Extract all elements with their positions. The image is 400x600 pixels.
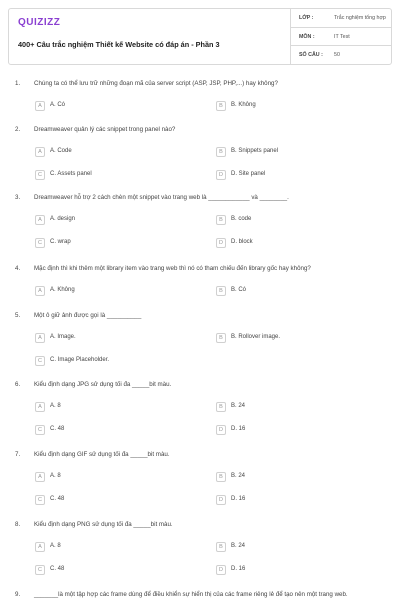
- option-letter-box[interactable]: C: [35, 565, 45, 575]
- option-text: B. Không: [231, 102, 256, 108]
- question-number: 8.: [15, 521, 21, 528]
- question-number: 5.: [15, 312, 21, 319]
- question-number: 6.: [15, 381, 21, 388]
- option-letter-box[interactable]: B: [216, 215, 226, 225]
- question-number: 4.: [15, 265, 21, 272]
- question-text: Kiểu định dạng GIF sử dụng tối đa _____bit màu.: [34, 451, 170, 458]
- option-letter-box[interactable]: C: [35, 170, 45, 180]
- option-text: A. 8: [50, 543, 61, 549]
- option-letter-box[interactable]: A: [35, 472, 45, 482]
- option-text: B. Rollover image.: [231, 334, 281, 340]
- meta-value: IT Test: [334, 34, 350, 40]
- option-text: C. Image Placeholder.: [50, 357, 110, 363]
- meta-label: MÔN :: [299, 34, 315, 40]
- option-letter-box[interactable]: C: [35, 425, 45, 435]
- option-letter-box[interactable]: D: [216, 565, 226, 575]
- question-number: 3.: [15, 194, 21, 201]
- option-text: D. 16: [231, 566, 246, 572]
- option-text: A. design: [50, 216, 76, 222]
- option-text: A. Không: [50, 287, 75, 293]
- option-text: C. 48: [50, 566, 65, 572]
- option-text: B. 24: [231, 403, 246, 409]
- option-text: B. Snippets panel: [231, 148, 279, 154]
- option-text: C. 48: [50, 426, 65, 432]
- option-text: C. 48: [50, 496, 65, 502]
- option-letter-box[interactable]: B: [216, 286, 226, 296]
- option-text: B. 24: [231, 473, 246, 479]
- option-letter-box[interactable]: A: [35, 333, 45, 343]
- option-text: D. 16: [231, 426, 246, 432]
- option-text: D. block: [231, 239, 253, 245]
- option-letter-box[interactable]: A: [35, 147, 45, 157]
- option-text: A. Image.: [50, 334, 76, 340]
- question-text: Mặc định thì khi thêm một library item vào trang web thì nó có tham chiếu đến library gốc hay không?: [34, 265, 311, 272]
- option-text: A. Có: [50, 102, 66, 108]
- option-letter-box[interactable]: B: [216, 147, 226, 157]
- meta-label: SỐ CÂU :: [299, 52, 323, 58]
- meta-value: 50: [334, 52, 340, 58]
- option-letter-box[interactable]: B: [216, 402, 226, 412]
- question-text: Kiểu định dạng PNG sử dụng tối đa _____bit màu.: [34, 521, 173, 528]
- document-header: [8, 8, 392, 65]
- option-letter-box[interactable]: D: [216, 238, 226, 248]
- option-letter-box[interactable]: C: [35, 495, 45, 505]
- option-letter-box[interactable]: B: [216, 101, 226, 111]
- option-letter-box[interactable]: A: [35, 402, 45, 412]
- option-text: D. 16: [231, 496, 246, 502]
- option-letter-box[interactable]: B: [216, 333, 226, 343]
- meta-row-class: [291, 9, 392, 27]
- option-text: A. 8: [50, 473, 61, 479]
- option-text: A. 8: [50, 403, 61, 409]
- option-text: B. Có: [231, 287, 247, 293]
- question-number: 9.: [15, 591, 21, 598]
- option-text: A. Code: [50, 148, 72, 154]
- option-letter-box[interactable]: A: [35, 286, 45, 296]
- option-letter-box[interactable]: A: [35, 215, 45, 225]
- option-letter-box[interactable]: C: [35, 238, 45, 248]
- question-number: 7.: [15, 451, 21, 458]
- option-letter-box[interactable]: D: [216, 425, 226, 435]
- option-letter-box[interactable]: B: [216, 542, 226, 552]
- option-text: B. 24: [231, 543, 246, 549]
- option-text: C. wrap: [50, 239, 71, 245]
- question-text: Dreamweaver quản lý các snippet trong panel nào?: [34, 126, 176, 133]
- option-letter-box[interactable]: D: [216, 495, 226, 505]
- option-letter-box[interactable]: A: [35, 542, 45, 552]
- question-text: Chúng ta có thể lưu trữ những đoạn mã của server script (ASP, JSP, PHP,...) hay không?: [34, 80, 278, 87]
- option-text: D. Site panel: [231, 171, 266, 177]
- question-text: Kiểu định dạng JPG sử dụng tối đa _____bit màu.: [34, 381, 172, 388]
- option-text: C. Assets panel: [50, 171, 92, 177]
- document-title: 400+ Câu trắc nghiệm Thiết kế Website có đáp án - Phần 3: [18, 40, 220, 49]
- meta-row-subject: [291, 27, 392, 45]
- option-letter-box[interactable]: A: [35, 101, 45, 111]
- question-text: _______là một tập hợp các frame dùng để điều khiển sự hiển thị của các frame riêng lẻ để tạo nên một trang web.: [34, 591, 348, 598]
- question-number: 2.: [15, 126, 21, 133]
- option-letter-box[interactable]: C: [35, 356, 45, 366]
- option-letter-box[interactable]: D: [216, 170, 226, 180]
- quizizz-logo: QUIZIZZ: [18, 17, 61, 28]
- meta-value: Trắc nghiệm tổng hợp: [334, 15, 386, 21]
- option-text: B. code: [231, 216, 252, 222]
- meta-label: LỚP :: [299, 15, 314, 21]
- question-number: 1.: [15, 80, 21, 87]
- question-text: Dreamweaver hỗ trợ 2 cách chèn một snippet vào trang web là ____________ và ________.: [34, 194, 289, 201]
- meta-row-question-count: [291, 45, 392, 63]
- question-text: Một ô giữ ảnh được gọi là __________: [34, 312, 142, 319]
- option-letter-box[interactable]: B: [216, 472, 226, 482]
